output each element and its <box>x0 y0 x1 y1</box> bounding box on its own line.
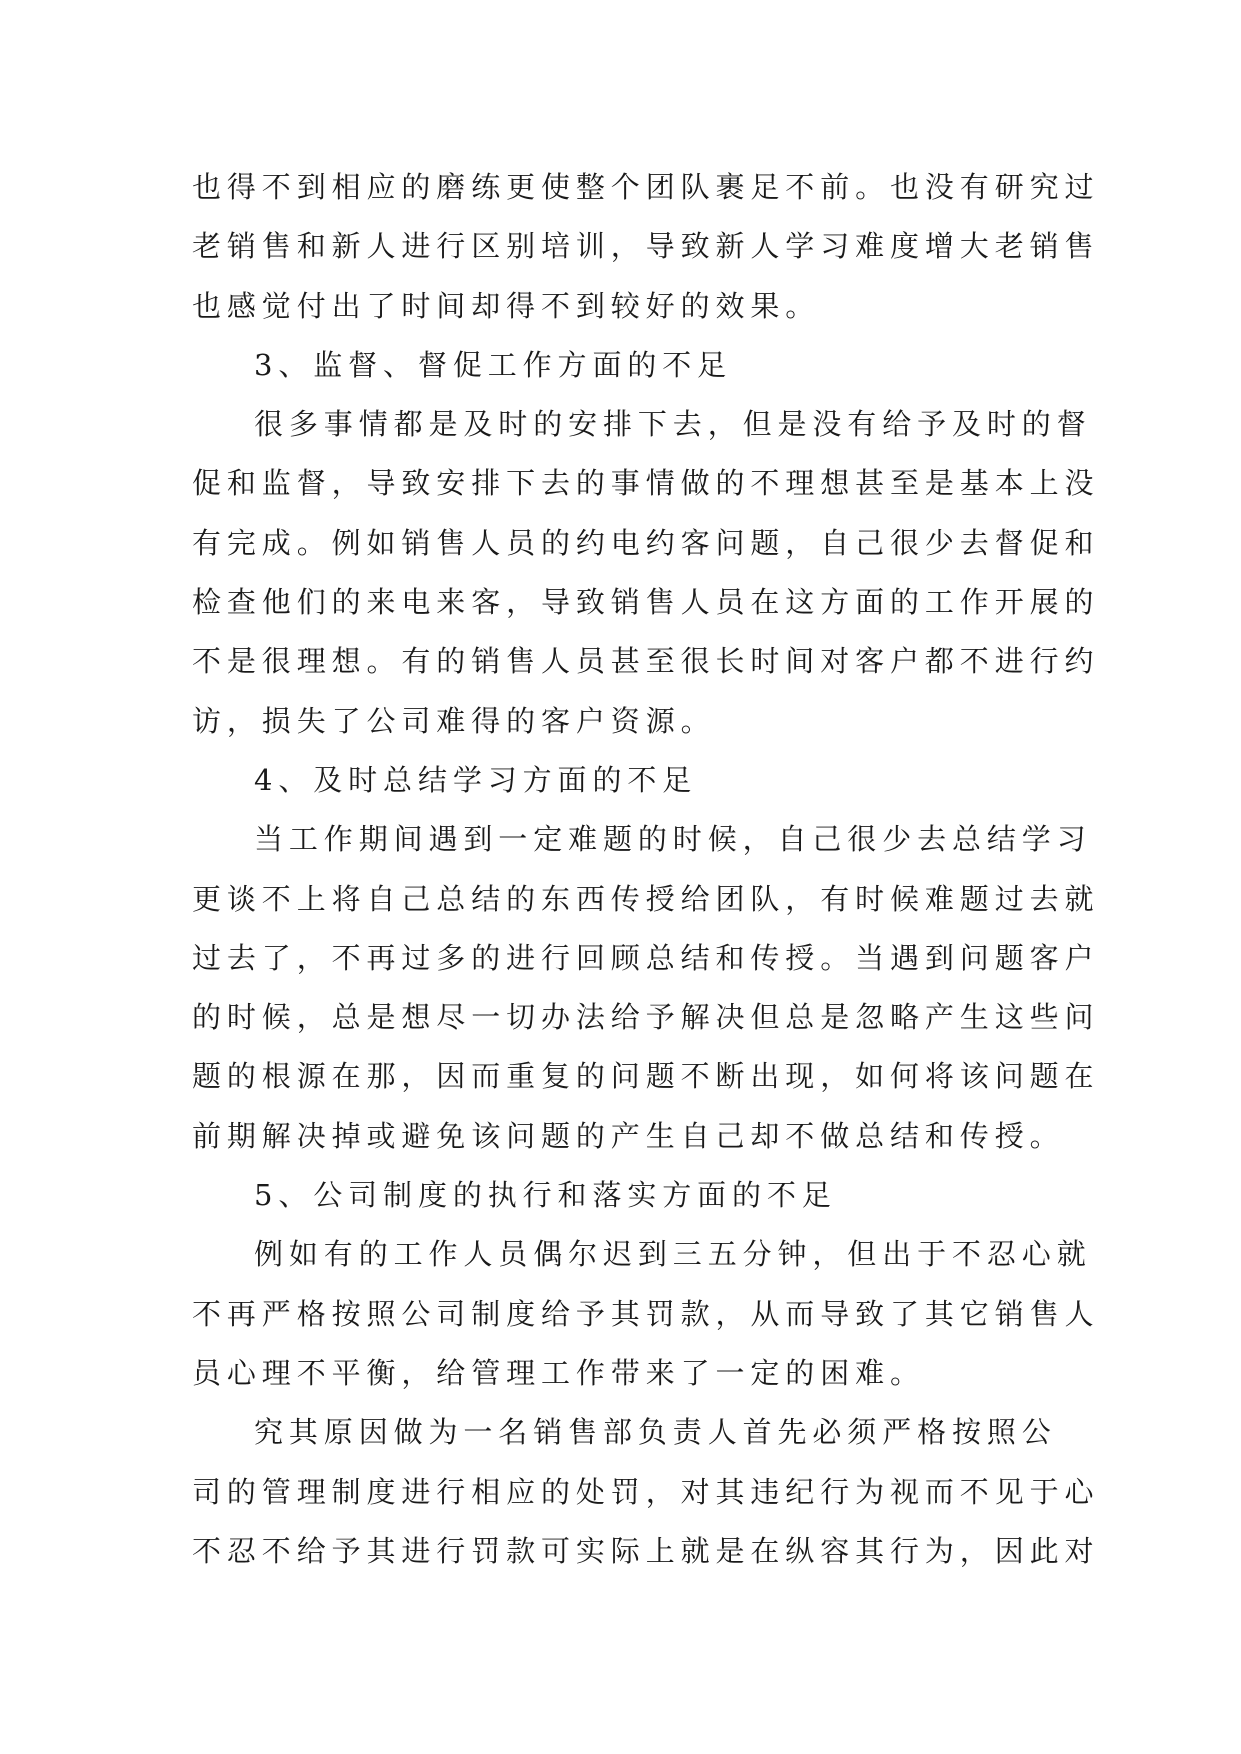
text-line: 不忍不给予其进行罚款可实际上就是在纵容其行为，因此对 <box>192 1533 1100 1568</box>
text-line: 过去了，不再过多的进行回顾总结和传授。当遇到问题客户 <box>192 940 1100 975</box>
text-line: 也得不到相应的磨练更使整个团队裹足不前。也没有研究过 <box>192 170 1100 204</box>
text-line: 题的根源在那，因而重复的问题不断出现，如何将该问题在 <box>192 1059 1100 1094</box>
text-line: 例如有的工作人员偶尔迟到三五分钟，但出于不忍心就 <box>254 1237 1092 1272</box>
text-line: 更谈不上将自己总结的东西传授给团队，有时候难题过去就 <box>192 881 1100 916</box>
text-line: 促和监督，导致安排下去的事情做的不理想甚至是基本上没 <box>192 466 1100 501</box>
text-line: 当工作期间遇到一定难题的时候，自己很少去总结学习 <box>254 822 1092 857</box>
text-line: 前期解决掉或避免该问题的产生自己却不做总结和传授。 <box>192 1118 1065 1153</box>
section-heading-3: 3、监督、督促工作方面的不足 <box>254 347 733 382</box>
document-page <box>192 158 1100 1581</box>
section-heading-4: 4、及时总结学习方面的不足 <box>254 762 698 797</box>
text-line: 不是很理想。有的销售人员甚至很长时间对客户都不进行约 <box>192 644 1100 679</box>
text-line: 的时候，总是想尽一切办法给予解决但总是忽略产生这些问 <box>192 1000 1100 1035</box>
text-line: 司的管理制度进行相应的处罚，对其违纪行为视而不见于心 <box>192 1474 1100 1509</box>
text-line: 员心理不平衡，给管理工作带来了一定的困难。 <box>192 1355 925 1390</box>
text-line: 老销售和新人进行区别培训，导致新人学习难度增大老销售 <box>192 229 1100 264</box>
text-line: 很多事情都是及时的安排下去，但是没有给予及时的督 <box>254 407 1092 442</box>
text-line: 不再严格按照公司制度给予其罚款，从而导致了其它销售人 <box>192 1296 1100 1331</box>
text-line: 有完成。例如销售人员的约电约客问题，自己很少去督促和 <box>192 525 1100 560</box>
text-line: 究其原因做为一名销售部负责人首先必须严格按照公 <box>254 1415 1057 1450</box>
section-heading-5: 5、公司制度的执行和落实方面的不足 <box>254 1178 837 1213</box>
text-line: 访，损失了公司难得的客户资源。 <box>192 703 716 738</box>
text-line: 也感觉付出了时间却得不到较好的效果。 <box>192 288 821 323</box>
text-line: 检查他们的来电来客，导致销售人员在这方面的工作开展的 <box>192 585 1100 620</box>
